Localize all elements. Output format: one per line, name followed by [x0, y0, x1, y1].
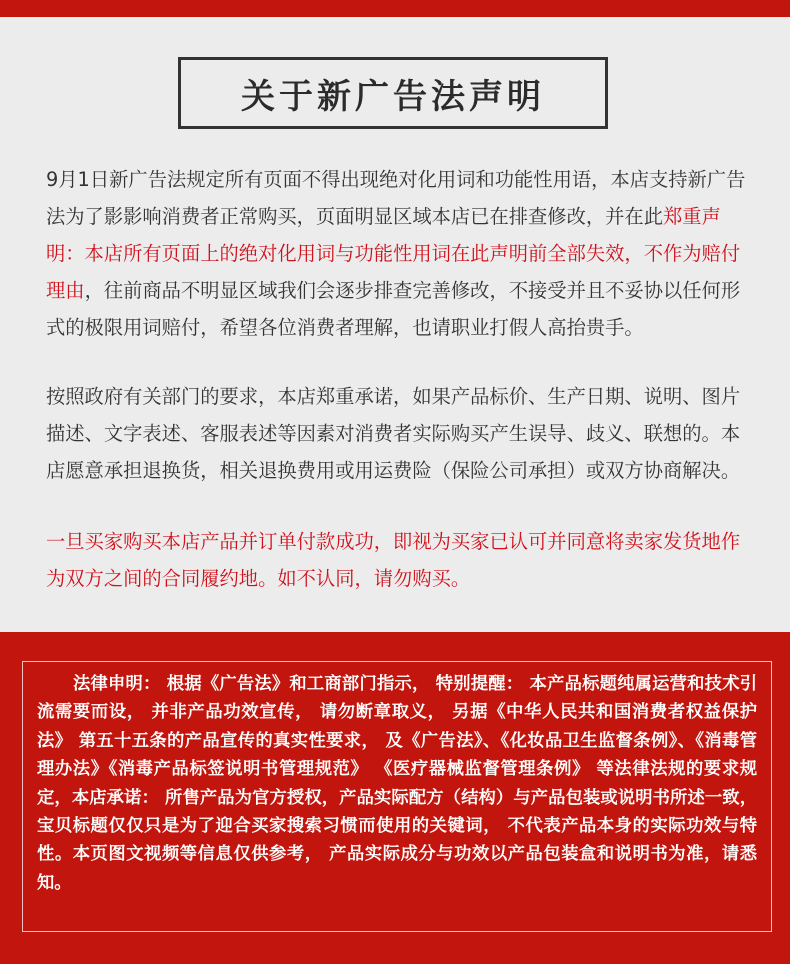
legal-panel	[0, 632, 790, 964]
paragraph-1-part-1: 9月1日新广告法规定所有页面不得出现绝对化用词和功能性用语，本店支持新广告法为了影影响消费者正常购买，页面明显区域本店已在排查修改，并在此	[46, 168, 746, 228]
legal-statement-box	[22, 661, 772, 932]
declaration-paragraph-1	[46, 161, 750, 346]
legal-statement-text: 法律申明： 根据《广告法》和工商部门指示， 特别提醒： 本产品标题纯属运营和技术引流需要而设， 并非产品功效宣传， 请勿断章取义， 另据《中华人民共和国消费者权益保护法》 第五十五条的产品宣传的真实性要求， 及《广告法》、《化妆品卫生监督条例》、《消毒管理办法》《消毒产品标签说明书管理规范》 《医疗器械监督管理条例》 等法律法规的要求规定，本店承诺： 所售产品为官方授权，产品实际配方（结构）与产品包装或说明书所述一致， 宝贝标题仅仅只是为了迎合买家搜索习惯而使用的关键词， 不代表产品本身的实际功效与特性。本页图文视频等信息仅供参考， 产品实际成分与功效以产品包装盒和说明书为准，请悉知。	[37, 674, 757, 893]
declaration-paragraph-3: 一旦买家购买本店产品并订单付款成功，即视为买家已认可并同意将卖家发货地作为双方之间的合同履约地。如不认同，请勿购买。	[46, 530, 741, 590]
solemn-declaration-highlight: 郑重声明：本店所有页面上的绝对化用词与功能性用词在此声明前全部失效，不作为赔付理由	[46, 205, 741, 302]
page-title: 关于新广告法声明	[178, 57, 608, 129]
top-red-bar	[0, 0, 790, 17]
declaration-panel	[0, 17, 790, 632]
paragraph-1-part-3: ，往前商品不明显区域我们会逐步排查完善修改，不接受并且不妥协以任何形式的极限用词赔付，希望各位消费者理解，也请职业打假人高抬贵手。	[46, 279, 741, 339]
declaration-paragraph-2: 按照政府有关部门的要求，本店郑重承诺，如果产品标价、生产日期、说明、图片描述、文字表述、客服表述等因素对消费者实际购买产生误导、歧义、联想的。本店愿意承担退换货，相关退换费用或用运费险（保险公司承担）或双方协商解决。	[46, 385, 741, 482]
